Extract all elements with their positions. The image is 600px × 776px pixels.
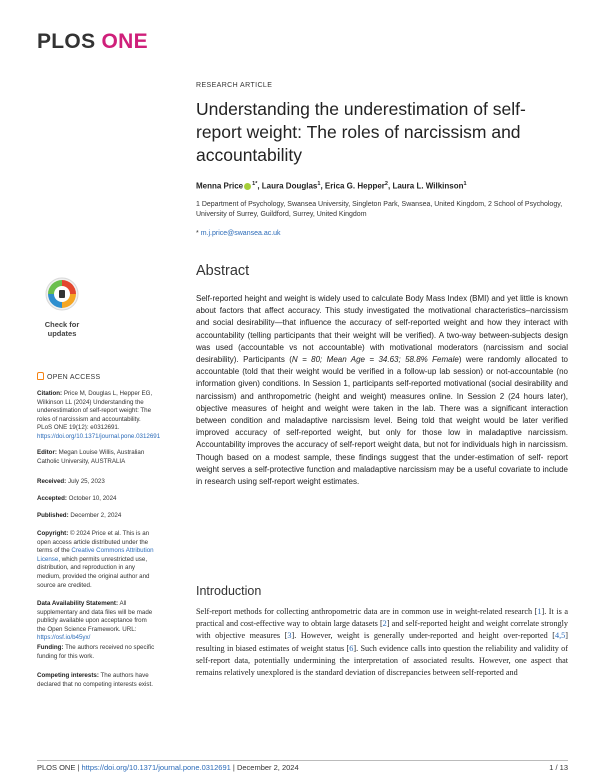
data-availability-block (37, 600, 157, 643)
email-marker: * (196, 230, 199, 237)
accepted-date: October 10, 2024 (68, 495, 117, 502)
journal-logo (37, 30, 148, 54)
email-link[interactable]: m.j.price@swansea.ac.uk (200, 230, 281, 237)
editor-text: Megan Louise Willis, Australian Catholic University, AUSTRALIA (37, 449, 145, 465)
competing-text: The authors have declared that no competing interests exist. (37, 672, 153, 688)
intro-text: Self-report methods for collecting anthropometric data are in common use in weight-related research [ (196, 607, 538, 616)
article-title: Understanding the underestimation of self-report weight: The roles of narcissism and accountability (196, 99, 526, 165)
citation-doi-link[interactable]: https://doi.org/10.1371/journal.pone.0312691 (37, 432, 161, 440)
footer-journal: PLOS ONE (37, 763, 76, 772)
author-name[interactable]: Menna Price (196, 181, 244, 191)
funding-label: Funding: (37, 644, 64, 651)
reference-link[interactable]: 3 (287, 631, 292, 641)
logo-one: ONE (101, 30, 148, 53)
citation-block (37, 390, 161, 442)
page-number: 1 / 13 (549, 763, 568, 772)
footer-separator: | (77, 763, 80, 772)
copyright-text: © 2024 Price et al. This is an open access article distributed under the terms of the (37, 530, 150, 555)
intro-text: ] resulting in biased estimates of weight status [ (196, 631, 568, 653)
editor-block (37, 449, 157, 466)
intro-text: ]. Such evidence calls into question the reliability and validity of self-report data, potentially undermining the interpretation of associated results. However, one aspect that remains relatively unexplored is the standard deviation of discrepancies between self-reported and (196, 643, 568, 678)
author-affiliation: 1 (317, 181, 321, 187)
open-access (37, 372, 157, 383)
published-label: Published: (37, 512, 69, 519)
osf-link[interactable]: https://osf.io/b45yx/ (37, 634, 91, 642)
author-affiliation: 1 (252, 181, 256, 187)
check-for-updates[interactable] (37, 275, 87, 338)
correspondence (196, 230, 568, 237)
check-line-1: Check for (44, 320, 80, 329)
check-line-2: updates (47, 329, 77, 338)
accepted-block (37, 495, 157, 504)
author-name[interactable]: Laura L. Wilkinson (392, 181, 464, 191)
article-type: RESEARCH ARTICLE (196, 82, 273, 89)
intro-text: ]. It is a practical and cost-effective way to obtain large datasets [ (196, 607, 568, 629)
corresponding-marker: * (255, 181, 258, 187)
license-link[interactable]: Creative Commons Attribution License (37, 547, 154, 563)
published-block (37, 512, 157, 521)
abstract-text-a: Self-reported height and weight is widely used to calculate Body Mass Index (BMI) and yet little is known about factors that affect accuracy. This study investigated the motivational characteristics–narcissism and social desirability—that influence the accuracy of self-reported weight and how they interact with accountability (telling participants that their weight will be verified). A two-way between-subjects design was used (accountable vs not accountable) with motivational moderators (narcissism and social desirability). Participants ( (196, 294, 568, 365)
citation-label: Citation: (37, 390, 63, 397)
abstract-stats: N = 80; Mean Age = 34.63; 58.8% Female (291, 355, 459, 365)
footer-date: December 2, 2024 (236, 763, 299, 772)
orcid-icon[interactable] (244, 183, 251, 190)
accepted-label: Accepted: (37, 495, 67, 502)
open-access-lock-icon (37, 372, 44, 380)
competing-label: Competing interests: (37, 672, 99, 679)
author-affiliation: 1 (463, 181, 467, 187)
reference-link[interactable]: 1 (537, 607, 542, 616)
received-block (37, 478, 157, 487)
author-list: Menna Price $^{1*}$, Laura Douglas$^1$, Erica G. Hepper$^2$, Laura L. Wilkinson$^1$ (196, 181, 467, 191)
author-name[interactable]: Erica G. Hepper (324, 181, 385, 191)
author-name[interactable]: Laura Douglas (261, 181, 318, 191)
reference-link[interactable]: 4,5 (555, 631, 566, 641)
introduction-heading: Introduction (196, 584, 262, 598)
abstract-body (196, 293, 568, 488)
introduction-body (196, 606, 568, 679)
reference-link[interactable]: 2 (382, 619, 387, 629)
data-availability-label: Data Availability Statement: (37, 600, 119, 607)
abstract-text-b: ) were randomly allocated to accountable (told that their weight would be verified in a follow-up lab session) or not-accountable (no information given) conditions. In Session 1, participants self-reported motivational (social desirability and narcissism) and anthropometric (height and weight) measures online. In Session 2 (24 hours later), objective measures of height and weight were taken in the lab. There was a significant interaction between condition and maladaptive narcissism level. Being told that weight would be later verified improved accuracy of self-reported weight, but only for those low in maladaptive narcissism. Accountability improves the accuracy of self-report weight data, but not for individuals high in narcissism. Though based on a modest sample, these findings suggest that the under-estimation of self- report weight serves a self-protective function and maladaptive narcissism may be a useful covariate to include in research using self-report weight estimates. (196, 355, 568, 487)
data-availability-text: All supplementary and data files will be made publicly available upon acceptance from the Open Science Framework. URL: (37, 600, 153, 633)
copyright-label: Copyright: (37, 530, 69, 537)
footer-separator: | (232, 763, 235, 772)
intro-text: ]. However, weight is generally under-reported and height over-reported [ (291, 631, 556, 641)
footer-divider (37, 760, 568, 761)
check-for-updates-icon (44, 275, 80, 313)
citation-text: Price M, Douglas L, Hepper EG, Wilkinson LL (2024) Understanding the underestimation of self-report weight: The roles of narcissism and accountability. PLoS ONE 19(12): e0312691. (37, 390, 153, 432)
received-label: Received: (37, 478, 67, 485)
abstract-heading: Abstract (196, 263, 250, 279)
copyright-block (37, 530, 157, 590)
reference-link[interactable]: 6 (349, 643, 354, 653)
affiliations: 1 Department of Psychology, Swansea University, Singleton Park, Swansea, United Kingdom, 2 School of Psychology, University of Surrey, Guildford, Surrey, United Kingdom (196, 201, 563, 218)
footer-doi-link[interactable]: https://doi.org/10.1371/journal.pone.0312691 (81, 763, 231, 772)
editor-label: Editor: (37, 449, 57, 456)
published-date: December 2, 2024 (70, 512, 122, 519)
logo-plos: PLOS (37, 30, 96, 53)
received-date: July 25, 2023 (67, 478, 105, 485)
intro-text: ] and self-reported height and weight correlate strongly with objective measures [ (196, 619, 568, 641)
funding-block (37, 644, 157, 661)
competing-interests-block (37, 672, 157, 689)
funding-text: The authors received no specific funding for this work. (37, 644, 155, 660)
footer (37, 763, 299, 772)
author-affiliation: 2 (384, 181, 388, 187)
open-access-label: OPEN ACCESS (47, 374, 101, 381)
copyright-text-end: , which permits unrestricted use, distribution, and reproduction in any medium, provided the original author and source are credited. (37, 555, 150, 589)
